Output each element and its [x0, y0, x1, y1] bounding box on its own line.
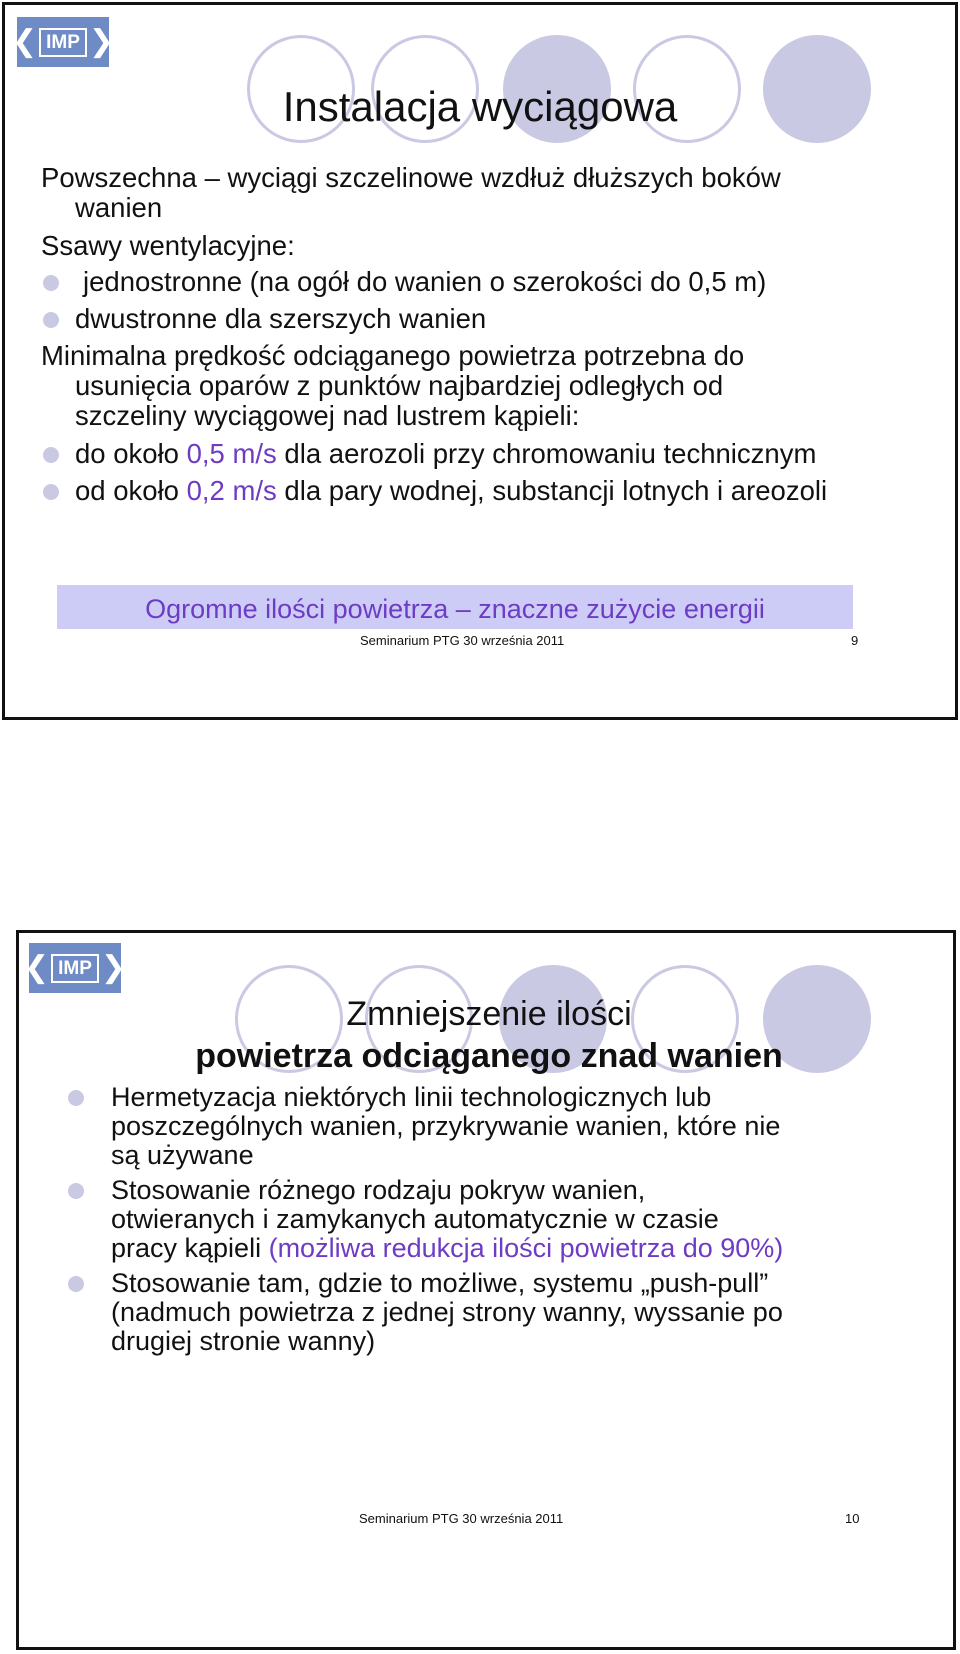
- slide-footer: Seminarium PTG 30 września 2011: [360, 633, 565, 648]
- bullet-item: [41, 476, 931, 506]
- bullet-text: areozoli: [730, 475, 828, 506]
- chevron-left-icon: ❮: [23, 950, 50, 985]
- slide-9: [2, 2, 958, 720]
- highlight-box: Ogromne ilości powietrza – znaczne zużycie energii: [57, 585, 853, 629]
- slide-body: [41, 163, 931, 513]
- speed-value: 0,2 m/s: [186, 475, 277, 506]
- bullet-text: poszczególnych wanien, przykrywanie wanien, które nie: [111, 1111, 781, 1141]
- bullet-text: Stosowanie różnego rodzaju pokryw wanien,: [111, 1175, 646, 1205]
- intro-paragraph: [41, 163, 931, 223]
- imp-logo: [11, 17, 115, 67]
- bullet-icon: [43, 312, 59, 328]
- bullet-text: (nadmuch powietrza z jednej strony wanny, wyssanie po: [111, 1297, 783, 1327]
- intro-line: Powszechna – wyciągi szczelinowe wzdłuż dłuższych boków: [41, 162, 781, 193]
- bullet-text: jednostronne (na ogół do wanien o szerokości do 0,5 m): [83, 266, 767, 297]
- bullet-text: do około: [75, 438, 187, 469]
- bullet-item: [41, 304, 931, 334]
- speed-value: 0,5 m/s: [186, 438, 277, 469]
- slide-title: Instalacja wyciągowa: [282, 83, 678, 130]
- bullet-icon: [68, 1276, 84, 1292]
- page-number: 9: [851, 633, 859, 648]
- title-line-bold: powietrza odciąganego znad wanien: [195, 1037, 783, 1075]
- imp-logo: [23, 943, 127, 993]
- bullet-text: Hermetyzacja niektórych linii technologicznych lub: [111, 1082, 712, 1112]
- bullet-text: drugiej stronie wanny): [111, 1326, 376, 1356]
- intro-line: wanien: [75, 192, 163, 223]
- bullet-item: [41, 439, 931, 469]
- page-number: 10: [845, 1511, 860, 1526]
- bullet-text: technicznym: [663, 438, 817, 469]
- bullet-text: dla aerozoli przy chromowaniu: [276, 438, 656, 469]
- slide-10: [16, 930, 956, 1650]
- bullet-icon: [43, 447, 59, 463]
- reduction-note: (możliwa redukcja ilości powietrza do 90%): [268, 1233, 784, 1263]
- min-speed-line: szczeliny wyciągowej nad lustrem kąpieli:: [75, 400, 580, 431]
- bullet-icon: [43, 275, 59, 291]
- logo-text: IMP: [51, 954, 99, 983]
- min-speed-line: Minimalna prędkość odciąganego powietrza potrzebna do: [41, 340, 745, 371]
- bullet-text: są używane: [111, 1140, 254, 1170]
- title-line: Zmniejszenie ilości: [346, 995, 632, 1033]
- bullet-line: [75, 438, 656, 469]
- bullet-item: [41, 267, 931, 297]
- bullet-icon: [68, 1090, 84, 1106]
- bullet-text: otwieranych i zamykanych automatycznie w czasie: [111, 1204, 719, 1234]
- min-speed-line: usunięcia oparów z punktów najbardziej odległych od: [75, 370, 724, 401]
- bullet-text: pracy kąpieli: [111, 1233, 269, 1263]
- slide-footer: Seminarium PTG 30 września 2011: [359, 1511, 564, 1526]
- chevron-right-icon: ❯: [100, 950, 127, 985]
- bullet-text: Stosowanie tam, gdzie to możliwe, systemu „push-pull”: [111, 1268, 769, 1298]
- bullet-item: [65, 1083, 925, 1170]
- logo-text: IMP: [39, 28, 87, 57]
- bullet-line: [75, 475, 723, 506]
- bullet-icon: [68, 1183, 84, 1199]
- min-speed-paragraph: [41, 341, 931, 431]
- chevron-right-icon: ❯: [88, 24, 115, 59]
- suction-heading: Ssawy wentylacyjne:: [41, 230, 295, 261]
- bullet-item: [65, 1269, 925, 1356]
- slide-body: [65, 1083, 925, 1362]
- bullet-line: [111, 1234, 925, 1263]
- slide-title: [79, 993, 899, 1077]
- bullet-text: dwustronne dla szerszych wanien: [75, 303, 487, 334]
- bullet-icon: [43, 484, 59, 500]
- bullet-item: [65, 1176, 925, 1263]
- bullet-text: dla pary wodnej, substancji lotnych i: [276, 475, 724, 506]
- chevron-left-icon: ❮: [11, 24, 38, 59]
- bullet-text: od około: [75, 475, 187, 506]
